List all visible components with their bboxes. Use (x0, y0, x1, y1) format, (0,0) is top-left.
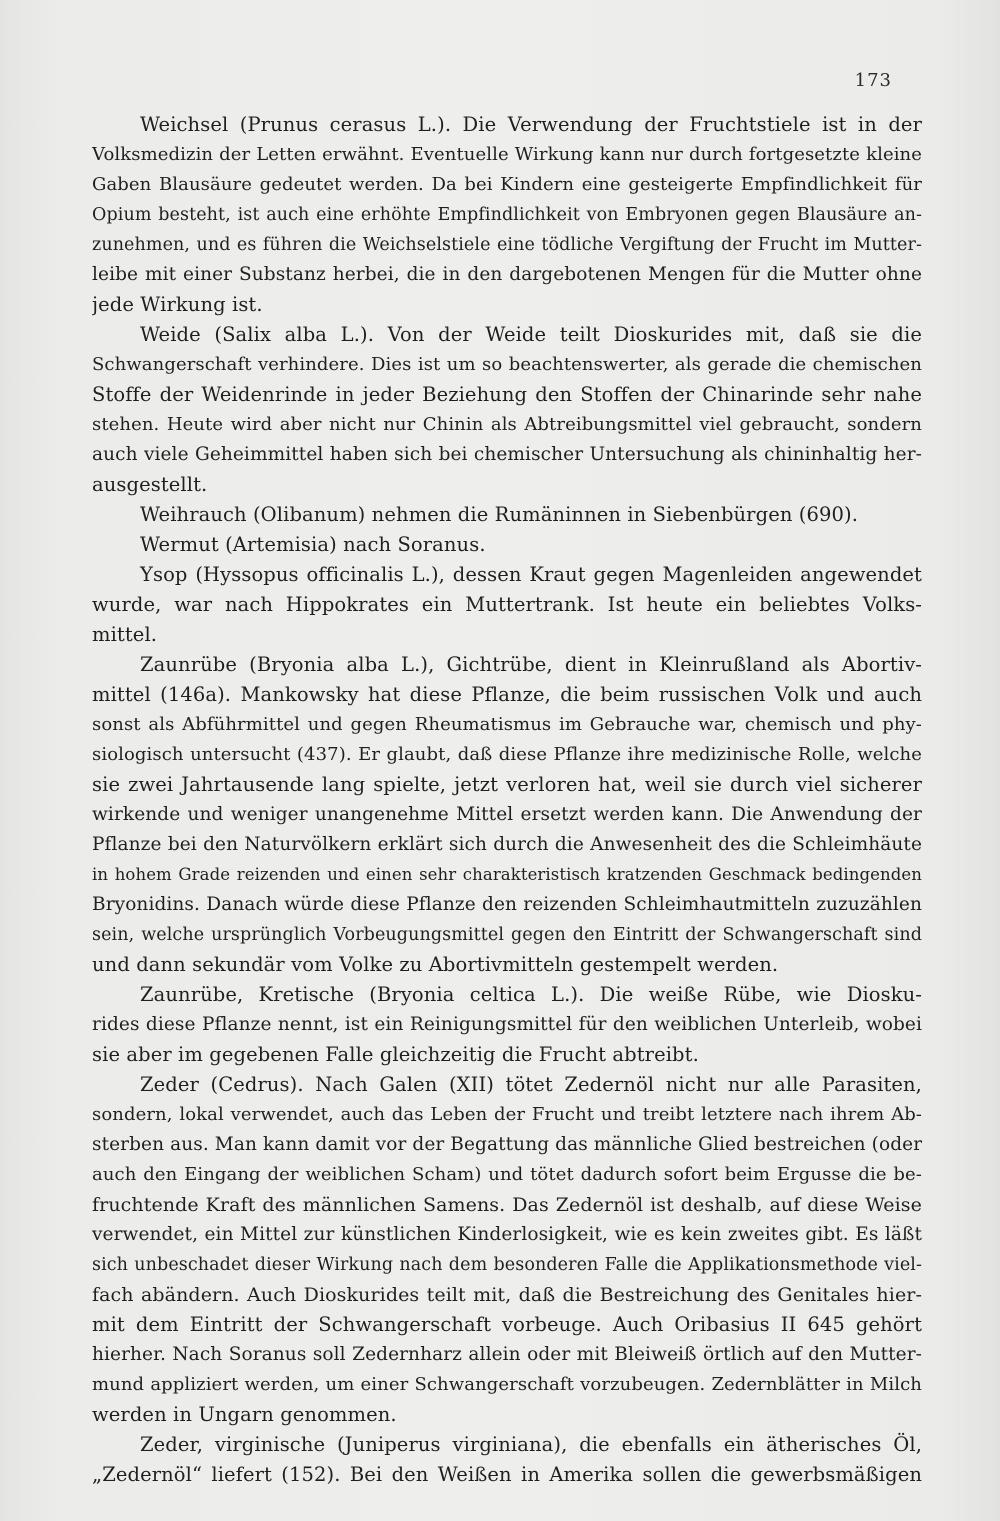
text-line: Ysop (Hyssopus officinalis L.), dessen Kraut gegen Magenleiden angewendet (140, 563, 922, 586)
text-line: rides diese Pflanze nennt, ist ein Reinigungsmittel für den weiblichen Unterleib, wobei (92, 1014, 922, 1035)
text-line: Bryonidins. Danach würde diese Pflanze den reizenden Schleimhautmitteln zuzuzählen (92, 894, 922, 915)
text-line: in hohem Grade reizenden und einen sehr charakteristisch kratzenden Geschmack bedingenden (92, 865, 922, 884)
text-line: mund appliziert werden, um einer Schwangerschaft vorzubeugen. Zedernblätter in Milch (92, 1374, 922, 1395)
text-line: auch viele Geheimmittel haben sich bei chemischer Untersuchung als chininhaltig her- (92, 444, 922, 465)
text-line: und dann sekundär vom Volke zu Abortivmitteln gestempelt werden. (92, 953, 779, 976)
text-line: Weichsel (Prunus cerasus L.). Die Verwendung der Fruchtstiele ist in der (140, 113, 922, 136)
page-number: 173 (854, 70, 892, 91)
text-line: stehen. Heute wird aber nicht nur Chinin als Abtreibungsmittel viel gebraucht, sondern (92, 414, 922, 435)
text-line: Gaben Blausäure gedeutet werden. Da bei Kindern eine gesteigerte Empfindlichkeit für (92, 174, 922, 195)
text-line: sterben aus. Man kann damit vor der Begattung das männliche Glied bestreichen (oder (92, 1134, 922, 1155)
text-line: Weihrauch (Olibanum) nehmen die Rumäninnen in Siebenbürgen (690). (140, 503, 859, 526)
text-line: siologisch untersucht (437). Er glaubt, daß diese Pflanze ihre medizinische Rolle, welche (92, 744, 922, 765)
text-line: werden in Ungarn genommen. (92, 1403, 397, 1426)
text-line: fruchtende Kraft des männlichen Samens. Das Zedernöl ist deshalb, auf diese Weise (92, 1194, 922, 1216)
text-line: hierher. Nach Soranus soll Zedernharz allein oder mit Bleiweiß örtlich auf den Mutter- (92, 1344, 922, 1365)
text-line: wirkende und weniger unangenehme Mittel ersetzt werden kann. Die Anwendung der (92, 804, 922, 825)
text-line: mittel. (92, 623, 158, 646)
text-line: Zeder (Cedrus). Nach Galen (XII) tötet Zedernöl nicht nur alle Parasiten, (140, 1073, 922, 1096)
text-line: wurde, war nach Hippokrates ein Muttertrank. Ist heute ein beliebtes Volks- (92, 593, 922, 616)
text-line: fach abändern. Auch Dioskurides teilt mit, daß die Bestreichung des Genitales hier- (92, 1284, 922, 1306)
text-line: jede Wirkung ist. (92, 293, 263, 316)
text-line: sie zwei Jahrtausende lang spielte, jetzt verloren hat, weil sie durch viel sicherer (92, 773, 922, 796)
text-line: Opium besteht, ist auch eine erhöhte Empfindlichkeit von Embryonen gegen Blausäure an- (92, 205, 922, 225)
text-line: sein, welche ursprünglich Vorbeugungsmittel gegen den Eintritt der Schwangerschaft sind (92, 925, 922, 945)
text-line: sonst als Abführmittel und gegen Rheumatismus im Gebrauche war, chemisch und phy- (92, 714, 922, 735)
text-line: Zeder, virginische (Juniperus virginiana), die ebenfalls ein ätherisches Öl, (140, 1433, 922, 1456)
text-line: mittel (146a). Mankowsky hat diese Pflanze, die beim russischen Volk und auch (92, 683, 922, 706)
text-line: Zaunrübe, Kretische (Bryonia celtica L.). Die weiße Rübe, wie Diosku- (140, 983, 922, 1006)
text-line: auch den Eingang der weiblichen Scham) und tötet dadurch sofort beim Ergusse die be- (92, 1164, 922, 1185)
text-line: „Zedernöl“ liefert (152). Bei den Weißen in Amerika sollen die gewerbsmäßigen (92, 1463, 922, 1486)
text-line: sondern, lokal verwendet, auch das Leben der Frucht und treibt letztere nach ihrem Ab- (92, 1104, 922, 1125)
text-line: Stoffe der Weidenrinde in jeder Beziehung den Stoffen der Chinarinde sehr nahe (92, 383, 922, 406)
text-line: zunehmen, und es führen die Weichselstiele eine tödliche Vergiftung der Frucht im Mutter- (92, 235, 922, 255)
text-line: Weide (Salix alba L.). Von der Weide teilt Dioskurides mit, daß sie die (140, 323, 922, 346)
text-line: sich unbeschadet dieser Wirkung nach dem besonderen Falle die Applikationsmethode viel- (92, 1255, 922, 1275)
text-line: Wermut (Artemisia) nach Soranus. (140, 533, 486, 556)
text-line: sie aber im gegebenen Falle gleichzeitig die Frucht abtreibt. (92, 1043, 699, 1066)
text-line: mit dem Eintritt der Schwangerschaft vorbeuge. Auch Oribasius II 645 gehört (92, 1313, 922, 1336)
text-line: ausgestellt. (92, 473, 208, 496)
text-line: leibe mit einer Substanz herbei, die in den dargebotenen Mengen für die Mutter ohne (92, 264, 922, 285)
text-line: Pflanze bei den Naturvölkern erklärt sich durch die Anwesenheit des die Schleimhäute (92, 834, 922, 855)
text-line: verwendet, ein Mittel zur künstlichen Kinderlosigkeit, wie es kein zweites gibt. Es läßt (92, 1224, 922, 1245)
body-text (92, 110, 922, 1490)
text-line: Schwangerschaft verhindere. Dies ist um so beachtenswerter, als gerade die chemischen (92, 354, 922, 375)
text-line: Zaunrübe (Bryonia alba L.), Gichtrübe, dient in Kleinrußland als Abortiv- (140, 653, 922, 676)
text-line: Volksmedizin der Letten erwähnt. Eventuelle Wirkung kann nur durch fortgesetzte kleine (92, 144, 922, 165)
